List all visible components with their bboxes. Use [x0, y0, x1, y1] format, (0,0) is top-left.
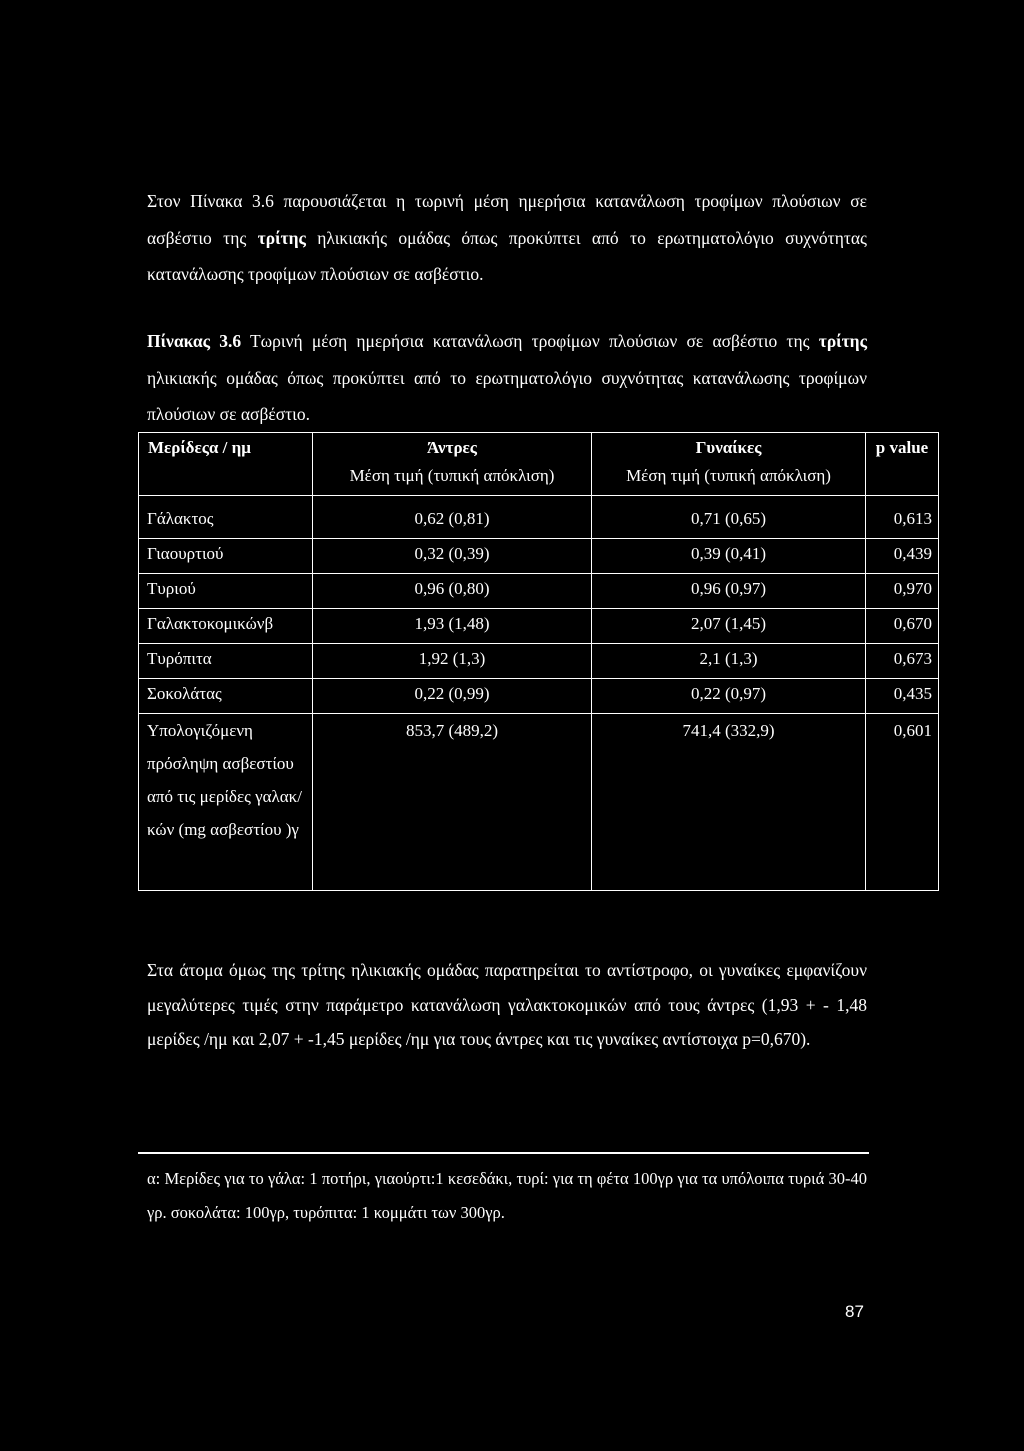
table-row	[139, 539, 939, 574]
row-label: Σοκολάτας	[139, 679, 313, 714]
row-women: 0,22 (0,97)	[592, 679, 866, 714]
row-p: 0,601	[866, 714, 939, 891]
row-women: 0,71 (0,65)	[592, 496, 866, 539]
intro-text-pre: Στον Πίνακα 3.6 παρουσιάζεται η τωρινή μέση ημερήσια κατανάλωση τροφίμων πλούσιων σε ασβέστιο της	[147, 191, 867, 248]
header-men-sub: Μέση τιμή (τυπική απόκλιση)	[349, 466, 555, 485]
row-women: 741,4 (332,9)	[592, 714, 866, 891]
header-men-title: Άντρες	[427, 438, 477, 457]
row-women: 0,96 (0,97)	[592, 574, 866, 609]
header-women-title: Γυναίκες	[695, 438, 762, 457]
header-men	[313, 433, 592, 496]
row-men: 0,22 (0,99)	[313, 679, 592, 714]
row-label: Τυριού	[139, 574, 313, 609]
caption-text-2: ηλικιακής ομάδας όπως προκύπτει από το ερωτηματολόγιο συχνότητας κατανάλωσης τροφίμων πλούσιων σε ασβέστιο.	[147, 367, 867, 424]
row-p: 0,439	[866, 539, 939, 574]
header-women	[592, 433, 866, 496]
row-men: 1,92 (1,3)	[313, 644, 592, 679]
row-men: 0,62 (0,81)	[313, 496, 592, 539]
caption-bold: τρίτης	[818, 331, 867, 351]
row-women: 2,1 (1,3)	[592, 644, 866, 679]
result-paragraph: Στα άτομα όμως της τρίτης ηλικιακής ομάδας παρατηρείται το αντίστροφο, οι γυναίκες εμφανίζουν μεγαλύτερες τιμές στην παράμετρο κατανάλωση γαλακτοκομικών από τους άντρες (1,93 + - 1,48 μερίδες /ημ και 2,07 + -1,45 μερίδες /ημ για τους άντρες και τις γυναίκες αντίστοιχα p=0,670).	[147, 960, 867, 1049]
table-row	[139, 679, 939, 714]
intro-text-bold: τρίτης	[257, 227, 306, 248]
intro-text-post: ηλικιακής ομάδας όπως προκύπτει από το ερωτηματολόγιο συχνότητας κατανάλωσης τροφίμων πλούσιων σε ασβέστιο.	[147, 227, 867, 284]
table-row	[139, 609, 939, 644]
table-caption	[147, 323, 867, 433]
row-p: 0,435	[866, 679, 939, 714]
table-row	[139, 714, 939, 891]
row-women: 2,07 (1,45)	[592, 609, 866, 644]
header-p-value: p value	[866, 433, 939, 496]
row-label: Γαλακτοκομικώνβ	[139, 609, 313, 644]
row-men: 853,7 (489,2)	[313, 714, 592, 891]
footnote: α: Μερίδες για το γάλα: 1 ποτήρι, γιαούρτι:1 κεσεδάκι, τυρί: για τη φέτα 100γρ για τα υπόλοιπα τυριά 30-40 γρ. σοκολάτα: 100γρ, τυρόπιτα: 1 κομμάτι των 300γρ.	[147, 1169, 867, 1222]
footnote-divider	[138, 1152, 869, 1154]
row-label: Υπολογιζόμενη πρόσληψη ασβεστίου από τις μερίδες γαλακ/κών (mg ασβεστίου )γ	[139, 714, 313, 891]
table-row	[139, 496, 939, 539]
intro-paragraph	[147, 183, 867, 293]
row-men: 1,93 (1,48)	[313, 609, 592, 644]
row-women: 0,39 (0,41)	[592, 539, 866, 574]
row-men: 0,96 (0,80)	[313, 574, 592, 609]
row-p: 0,670	[866, 609, 939, 644]
row-p: 0,673	[866, 644, 939, 679]
header-portions: Μερίδεςα / ημ	[139, 433, 313, 496]
row-label: Γιαουρτιού	[139, 539, 313, 574]
caption-label: Πίνακας 3.6	[147, 331, 242, 351]
table-row	[139, 574, 939, 609]
consumption-table	[138, 432, 939, 891]
table-row	[139, 644, 939, 679]
row-label: Τυρόπιτα	[139, 644, 313, 679]
row-men: 0,32 (0,39)	[313, 539, 592, 574]
caption-text-1: Τωρινή μέση ημερήσια κατανάλωση τροφίμων πλούσιων σε ασβέστιο της	[241, 331, 819, 351]
row-p: 0,613	[866, 496, 939, 539]
header-women-sub: Μέση τιμή (τυπική απόκλιση)	[626, 466, 831, 485]
table-header-row	[139, 433, 939, 496]
row-label: Γάλακτος	[139, 496, 313, 539]
page-number: 87	[845, 1302, 864, 1321]
row-p: 0,970	[866, 574, 939, 609]
